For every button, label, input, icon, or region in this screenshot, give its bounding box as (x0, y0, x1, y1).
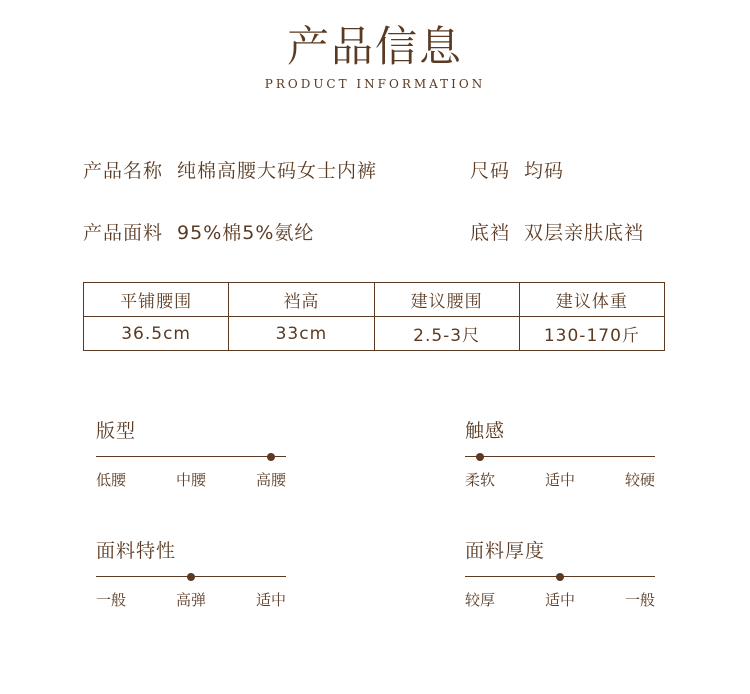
scale-touch (465, 416, 655, 489)
size-table-header-cell: 建议腰围 (374, 283, 519, 317)
scale-marker (187, 573, 195, 581)
size-table-value-row (84, 317, 665, 351)
scale-tick-label: 中腰 (175, 471, 207, 489)
scale-fit (96, 416, 286, 489)
product-name-label: 产品名称 (83, 160, 164, 182)
scale-title: 触感 (465, 420, 506, 442)
size-table-header-row (84, 283, 665, 317)
scale-tick-label: 一般 (96, 591, 127, 609)
info-crotch (470, 218, 644, 245)
scale-tick-label: 一般 (624, 591, 655, 609)
size-table-value-cell: 33cm (229, 317, 374, 351)
scale-title: 面料厚度 (465, 540, 546, 562)
size-table-value-cell: 2.5-3尺 (374, 317, 519, 351)
scale-marker (476, 453, 484, 461)
scale-tick-label: 适中 (544, 591, 576, 609)
crotch-value: 双层亲肤底裆 (524, 222, 645, 244)
scale-line (465, 456, 655, 457)
scale-title: 面料特性 (96, 540, 177, 562)
scale-tick-label: 柔软 (465, 471, 496, 489)
page-title: 产品信息 (286, 22, 463, 71)
product-name-value: 纯棉高腰大码女士内裤 (177, 160, 378, 182)
size-label: 尺码 (470, 160, 511, 182)
scale-tick-label: 低腰 (96, 471, 127, 489)
scale-ticks (96, 469, 286, 489)
fabric-label: 产品面料 (83, 222, 164, 244)
scale-tick-label: 适中 (255, 591, 286, 609)
info-fabric (83, 218, 314, 245)
scale-marker (267, 453, 275, 461)
size-value: 均码 (524, 160, 565, 182)
scale-ticks (465, 589, 655, 609)
size-table-value-cell: 36.5cm (84, 317, 229, 351)
size-table-header-cell: 建议体重 (519, 283, 664, 317)
scale-line (96, 456, 286, 457)
crotch-label: 底裆 (470, 222, 511, 244)
scale-line (96, 576, 286, 577)
scale-fabric-property (96, 536, 286, 609)
size-table-header-cell: 裆高 (229, 283, 374, 317)
scale-ticks (96, 589, 286, 609)
scale-tick-label: 较硬 (624, 471, 655, 489)
scale-tick-label: 较厚 (465, 591, 496, 609)
scale-tick-label: 高弹 (175, 591, 207, 609)
scale-title: 版型 (96, 420, 137, 442)
scale-line (465, 576, 655, 577)
size-table-value-cell: 130-170斤 (519, 317, 664, 351)
fabric-value: 95%棉5%氨纶 (177, 222, 315, 244)
scale-fabric-thickness (465, 536, 655, 609)
scale-tick-label: 高腰 (255, 471, 286, 489)
scale-marker (556, 573, 564, 581)
info-size (470, 156, 564, 183)
size-table (83, 282, 665, 351)
scale-ticks (465, 469, 655, 489)
scale-tick-label: 适中 (544, 471, 576, 489)
size-table-header-cell: 平铺腰围 (84, 283, 229, 317)
info-product-name (83, 156, 377, 183)
page-subtitle: PRODUCT INFORMATION (264, 77, 486, 91)
